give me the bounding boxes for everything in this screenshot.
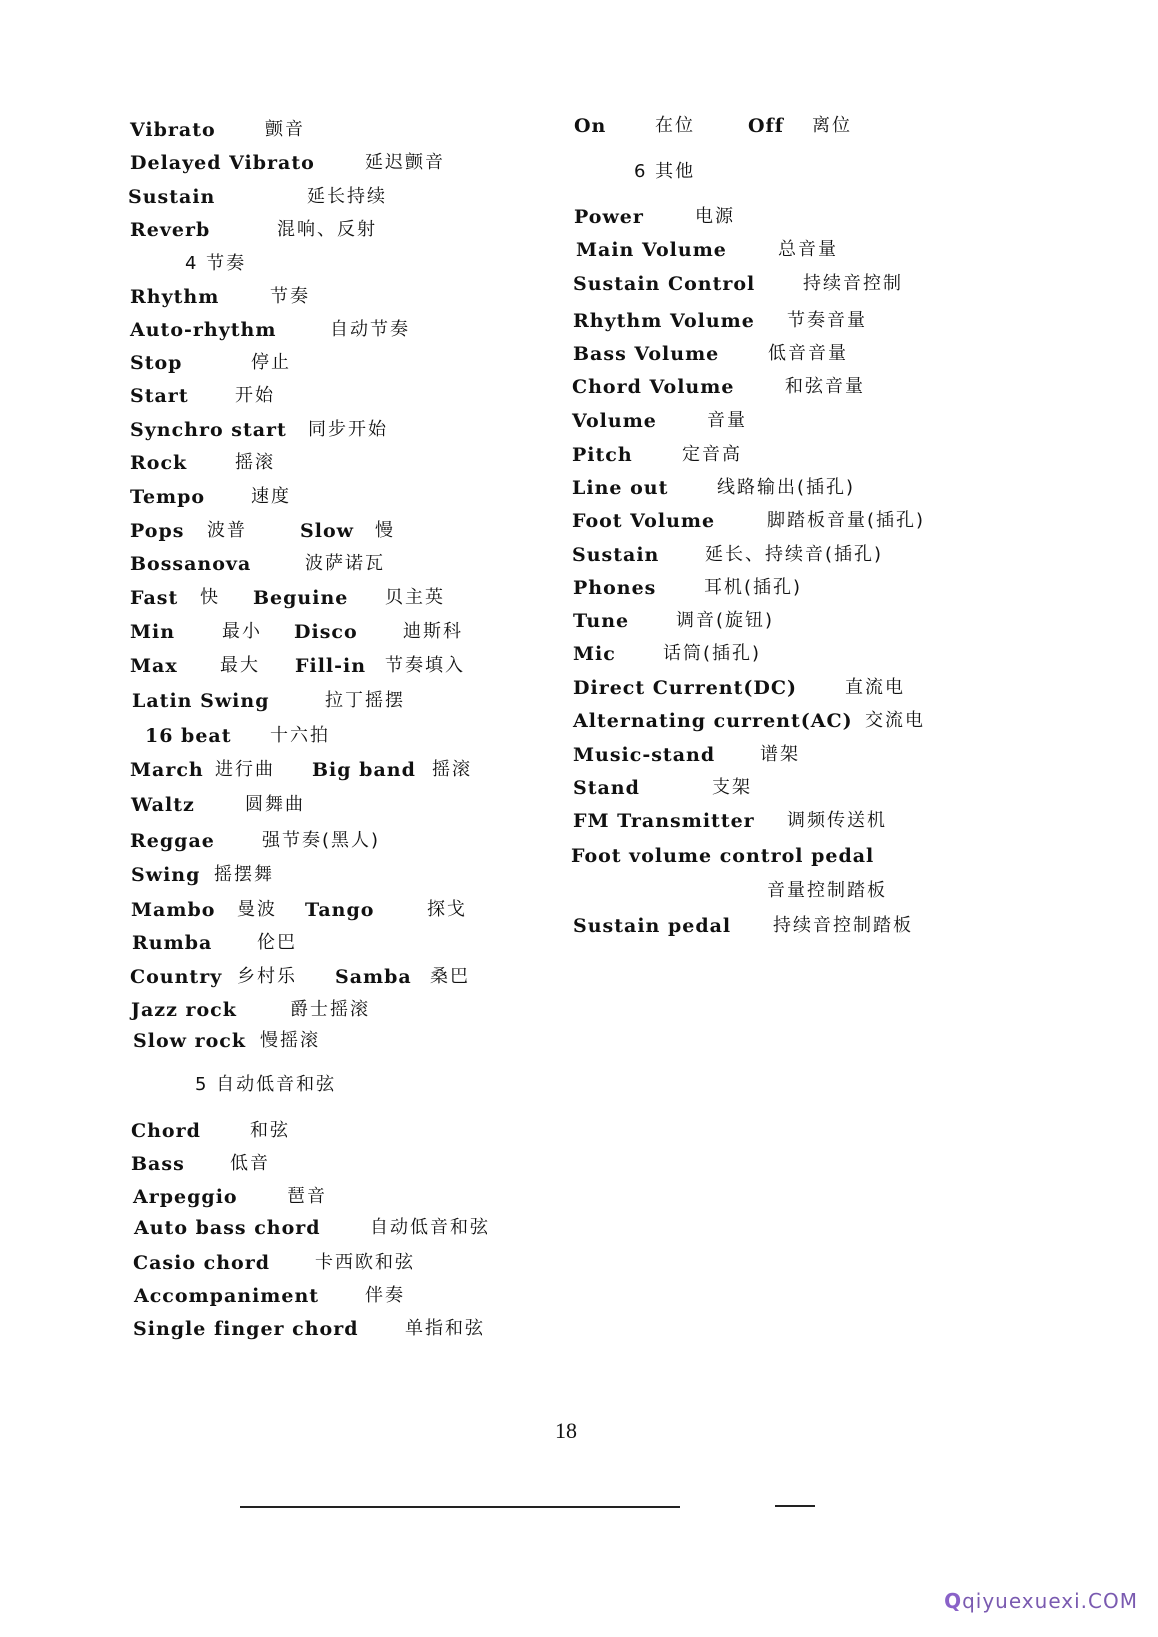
- term-english: Latin Swing: [132, 690, 270, 712]
- term-english: Jazz rock: [131, 999, 237, 1021]
- term-chinese: 桑巴: [430, 966, 470, 987]
- term-chinese: 琶音: [287, 1186, 327, 1207]
- term-english: Rhythm Volume: [573, 310, 755, 332]
- term-chinese: 音量控制踏板: [767, 880, 887, 901]
- term-english: Alternating current(AC): [573, 710, 853, 732]
- term-english: Max: [130, 655, 178, 677]
- term-english: Country: [130, 966, 223, 988]
- term-english: Music-stand: [573, 744, 716, 766]
- term-english: Casio chord: [133, 1252, 270, 1274]
- term-english: FM Transmitter: [573, 810, 755, 832]
- term-english: Beguine: [253, 587, 349, 609]
- term-english: Sustain: [128, 186, 216, 208]
- term-english: Rumba: [132, 932, 213, 954]
- section-heading: 4 节奏: [185, 253, 247, 274]
- term-english: Reverb: [130, 219, 211, 241]
- term-english: Volume: [572, 410, 657, 432]
- term-chinese: 波普: [207, 520, 247, 541]
- term-chinese: 调频传送机: [787, 810, 887, 831]
- term-english: Rhythm: [130, 286, 220, 308]
- term-english: Auto bass chord: [134, 1217, 321, 1239]
- term-chinese: 曼波: [237, 899, 277, 920]
- term-chinese: 强节奏(黑人): [262, 830, 381, 851]
- term-chinese: 离位: [812, 115, 852, 136]
- term-english: Chord: [131, 1120, 201, 1142]
- term-chinese: 延迟颤音: [365, 152, 445, 173]
- term-english: Off: [748, 115, 784, 137]
- term-chinese: 混响、反射: [277, 219, 377, 240]
- term-chinese: 摇滚: [235, 452, 275, 473]
- term-chinese: 波萨诺瓦: [305, 553, 385, 574]
- term-chinese: 定音高: [682, 444, 742, 465]
- term-chinese: 话筒(插孔): [663, 643, 762, 664]
- term-chinese: 持续音控制踏板: [773, 915, 913, 936]
- term-english: Fast: [130, 587, 179, 609]
- term-chinese: 自动节奏: [330, 319, 410, 340]
- term-chinese: 颤音: [265, 119, 305, 140]
- term-english: 16 beat: [145, 725, 232, 747]
- term-english: Samba: [335, 966, 412, 988]
- term-english: Tempo: [130, 486, 206, 508]
- term-english: Chord Volume: [572, 376, 735, 398]
- term-english: Foot Volume: [572, 510, 716, 532]
- term-english: On: [574, 115, 607, 137]
- term-chinese: 直流电: [845, 677, 905, 698]
- term-english: Single finger chord: [133, 1318, 359, 1340]
- term-english: Reggae: [130, 830, 215, 852]
- term-english: Mambo: [131, 899, 216, 921]
- term-english: Waltz: [131, 794, 195, 816]
- term-english: Sustain pedal: [573, 915, 732, 937]
- page-number: 18: [555, 1418, 577, 1443]
- term-chinese: 伦巴: [257, 932, 297, 953]
- term-english: Rock: [130, 452, 188, 474]
- term-chinese: 节奏音量: [787, 310, 867, 331]
- term-chinese: 停止: [251, 352, 291, 373]
- term-chinese: 慢摇滚: [260, 1030, 320, 1051]
- term-chinese: 单指和弦: [405, 1318, 485, 1339]
- term-chinese: 和弦: [250, 1120, 290, 1141]
- term-chinese: 开始: [235, 385, 275, 406]
- term-chinese: 节奏填入: [385, 655, 465, 676]
- term-chinese: 同步开始: [308, 419, 388, 440]
- term-chinese: 交流电: [865, 710, 925, 731]
- term-english: Phones: [573, 577, 657, 599]
- term-english: Arpeggio: [133, 1186, 238, 1208]
- term-chinese: 低音: [230, 1153, 270, 1174]
- term-chinese: 快: [200, 587, 220, 608]
- term-chinese: 和弦音量: [785, 376, 865, 397]
- term-english: Slow: [300, 520, 354, 542]
- term-english: Tango: [305, 899, 375, 921]
- term-english: Slow rock: [133, 1030, 246, 1052]
- term-chinese: 脚踏板音量(插孔): [767, 510, 926, 531]
- term-english: Vibrato: [130, 119, 216, 141]
- watermark-text: qiyuexuexi.COM: [962, 1589, 1138, 1613]
- term-chinese: 延长、持续音(插孔): [705, 544, 884, 565]
- term-chinese: 总音量: [778, 239, 838, 260]
- term-english: Accompaniment: [134, 1285, 320, 1307]
- term-english: Line out: [572, 477, 669, 499]
- term-chinese: 十六拍: [270, 725, 330, 746]
- term-chinese: 探戈: [427, 899, 467, 920]
- term-english: Delayed Vibrato: [130, 152, 315, 174]
- term-chinese: 持续音控制: [803, 273, 903, 294]
- term-english: Swing: [131, 864, 201, 886]
- term-english: Stand: [573, 777, 640, 799]
- term-english: Direct Current(DC): [573, 677, 797, 699]
- term-english: Sustain Control: [573, 273, 756, 295]
- bottom-rule: [240, 1506, 680, 1508]
- term-english: Stop: [130, 352, 183, 374]
- term-chinese: 在位: [655, 115, 695, 136]
- term-english: Synchro start: [130, 419, 287, 441]
- section-heading: 5 自动低音和弦: [195, 1074, 337, 1095]
- term-chinese: 节奏: [270, 286, 310, 307]
- section-heading: 6 其他: [634, 161, 696, 182]
- term-chinese: 最大: [220, 655, 260, 676]
- watermark: [944, 1589, 1138, 1613]
- term-chinese: 速度: [251, 486, 291, 507]
- term-chinese: 爵士摇滚: [290, 999, 370, 1020]
- term-english: Bossanova: [130, 553, 252, 575]
- term-english: Pops: [130, 520, 185, 542]
- term-chinese: 拉丁摇摆: [325, 690, 405, 711]
- term-chinese: 最小: [222, 621, 262, 642]
- term-english: March: [130, 759, 204, 781]
- term-chinese: 迪斯科: [403, 621, 463, 642]
- term-chinese: 伴奏: [365, 1285, 405, 1306]
- term-chinese: 圆舞曲: [245, 794, 305, 815]
- term-chinese: 进行曲: [215, 759, 275, 780]
- term-chinese: 支架: [712, 777, 752, 798]
- term-english: Mic: [573, 643, 616, 665]
- term-english: Foot volume control pedal: [571, 845, 875, 867]
- term-chinese: 耳机(插孔): [704, 577, 803, 598]
- term-chinese: 卡西欧和弦: [315, 1252, 415, 1273]
- term-english: Main Volume: [576, 239, 727, 261]
- term-chinese: 慢: [375, 520, 395, 541]
- bottom-rule-short: [775, 1505, 815, 1507]
- term-chinese: 乡村乐: [237, 966, 297, 987]
- term-english: Sustain: [572, 544, 660, 566]
- term-english: Min: [130, 621, 176, 643]
- term-chinese: 贝主英: [385, 587, 445, 608]
- watermark-q-icon: Q: [944, 1589, 963, 1613]
- term-chinese: 摇摆舞: [214, 864, 274, 885]
- term-english: Pitch: [572, 444, 633, 466]
- term-chinese: 谱架: [760, 744, 800, 765]
- term-english: Tune: [573, 610, 630, 632]
- term-english: Big band: [312, 759, 416, 781]
- term-chinese: 低音音量: [768, 343, 848, 364]
- term-english: Bass Volume: [573, 343, 720, 365]
- term-chinese: 摇滚: [432, 759, 472, 780]
- term-english: Power: [574, 206, 644, 228]
- term-chinese: 延长持续: [307, 186, 387, 207]
- term-chinese: 电源: [695, 206, 735, 227]
- term-chinese: 线路输出(插孔): [717, 477, 856, 498]
- term-english: Fill-in: [295, 655, 367, 677]
- term-english: Bass: [131, 1153, 185, 1175]
- term-chinese: 调音(旋钮): [676, 610, 775, 631]
- term-english: Disco: [294, 621, 358, 643]
- term-chinese: 自动低音和弦: [370, 1217, 490, 1238]
- term-chinese: 音量: [707, 410, 747, 431]
- term-english: Start: [130, 385, 189, 407]
- term-english: Auto-rhythm: [130, 319, 277, 341]
